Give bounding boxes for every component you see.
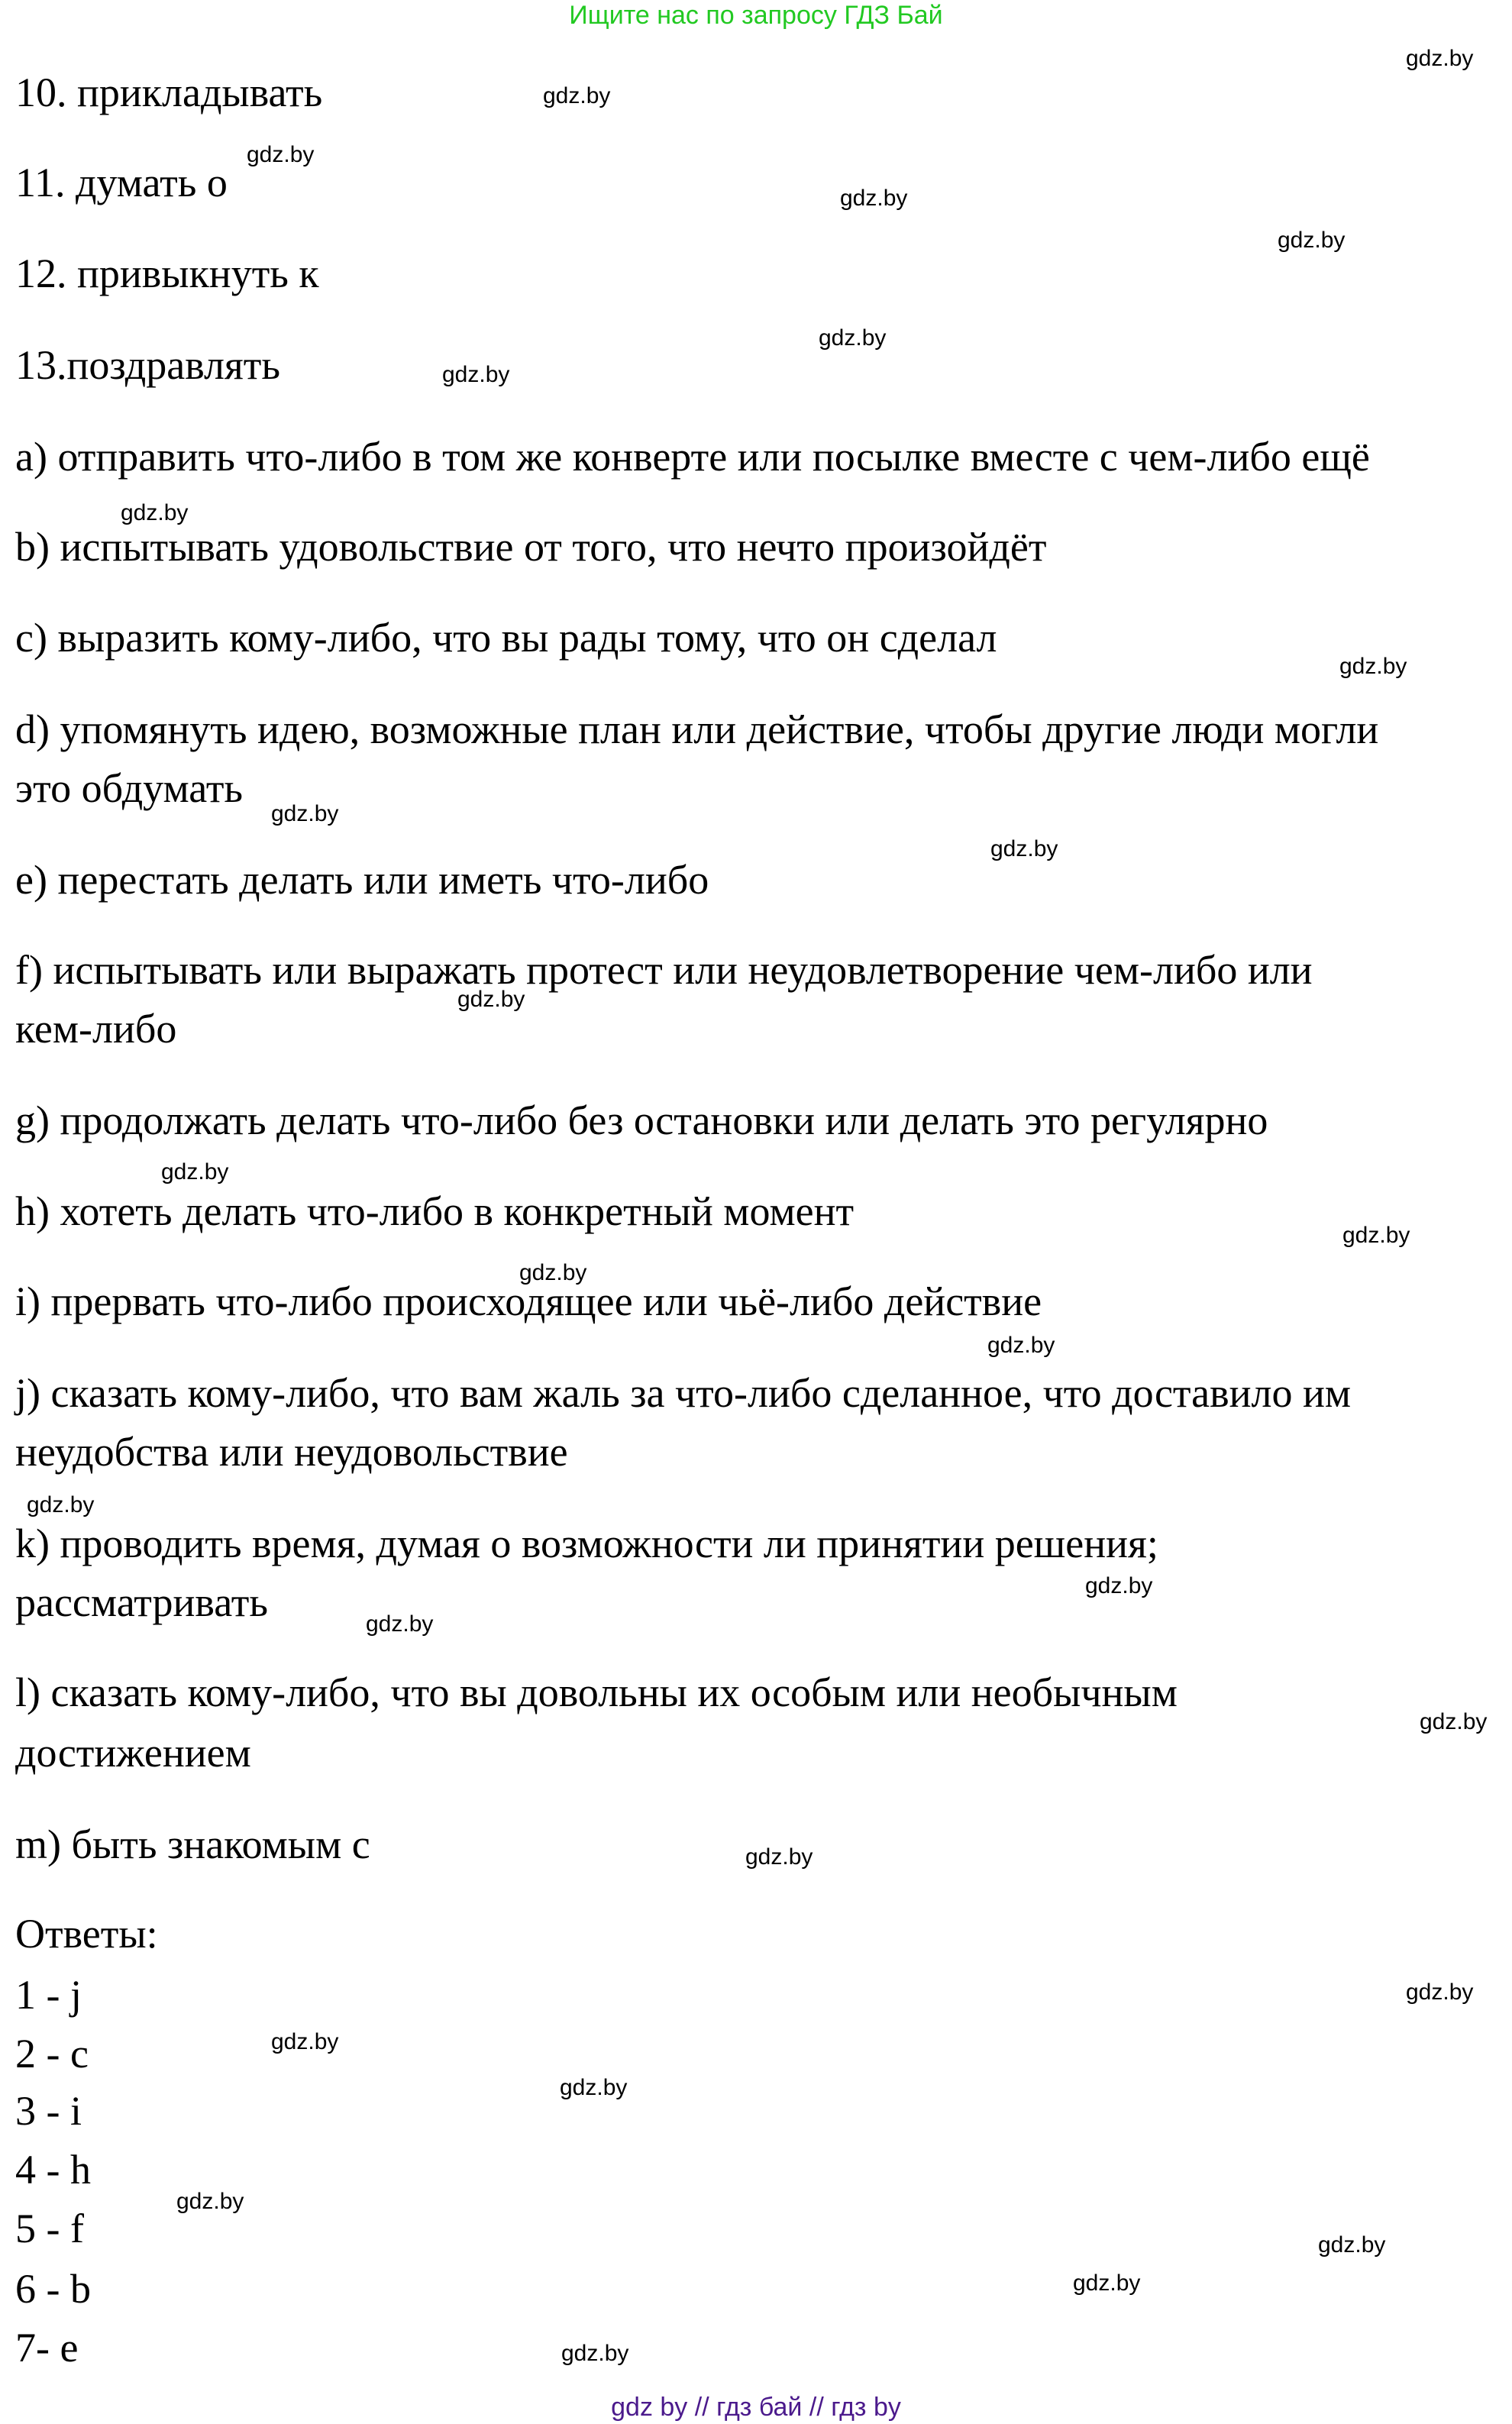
watermark: gdz.by (457, 987, 525, 1012)
watermark: gdz.by (247, 142, 315, 167)
answer-item: 4 - h (15, 2147, 91, 2193)
watermark: gdz.by (366, 1611, 434, 1637)
definition-line: i) прервать что-либо происходящее или чьё-либо действие (15, 1278, 1042, 1324)
watermark: gdz.by (121, 500, 189, 525)
answer-item: 2 - c (15, 2031, 89, 2077)
definition-line: m) быть знакомым с (15, 1821, 370, 1867)
definition-line: достижением (15, 1730, 251, 1776)
watermark: gdz.by (990, 836, 1058, 861)
definition-line: b) испытывать удовольствие от того, что нечто произойдёт (15, 524, 1047, 570)
watermark: gdz.by (1406, 46, 1474, 71)
watermark: gdz.by (1420, 1709, 1488, 1734)
watermark: gdz.by (543, 83, 611, 108)
definition-line: c) выразить кому-либо, что вы рады тому, что он сделал (15, 615, 997, 661)
answer-item: 6 - b (15, 2266, 91, 2312)
watermark: gdz.by (840, 186, 908, 211)
definition-line: это обдумать (15, 765, 244, 811)
word-item: 10. прикладывать (15, 69, 323, 115)
definition-line: e) перестать делать или иметь что-либо (15, 857, 709, 903)
definition-line: d) упомянуть идею, возможные план или действие, чтобы другие люди могли (15, 706, 1379, 752)
watermark: gdz.by (1278, 228, 1346, 253)
answer-item: 7- e (15, 2325, 79, 2371)
definition-line: h) хотеть делать что-либо в конкретный момент (15, 1188, 855, 1234)
watermark: gdz.by (519, 1260, 587, 1285)
answer-item: 5 - f (15, 2206, 84, 2251)
watermark: gdz.by (1085, 1573, 1153, 1598)
watermark: gdz.by (271, 2029, 339, 2054)
watermark: gdz.by (1073, 2270, 1141, 2296)
watermark: gdz.by (27, 1492, 95, 1517)
watermark: gdz.by (1318, 2232, 1386, 2258)
watermark: gdz.by (1339, 654, 1407, 679)
watermark: gdz.by (176, 2189, 244, 2214)
watermark: gdz.by (442, 362, 510, 387)
word-item: 13.поздравлять (15, 342, 280, 388)
definition-line: неудобства или неудовольствие (15, 1429, 568, 1475)
definition-line: g) продолжать делать что-либо без остановки или делать это регулярно (15, 1097, 1268, 1143)
watermark: gdz.by (161, 1159, 229, 1185)
watermark: gdz.by (1406, 1980, 1474, 2005)
watermark: gdz.by (271, 801, 339, 826)
watermark: gdz.by (987, 1333, 1055, 1358)
footer-links: gdz by // гдз бай // гдз by (611, 2393, 901, 2422)
answer-item: 3 - i (15, 2088, 82, 2134)
watermark: gdz.by (561, 2341, 629, 2366)
watermark: gdz.by (560, 2075, 628, 2100)
definition-line: рассматривать (15, 1579, 269, 1625)
answer-item: 1 - j (15, 1972, 82, 2018)
definition-line: k) проводить время, думая о возможности ли принятии решения; (15, 1521, 1158, 1566)
definition-line: j) сказать кому-либо, что вам жаль за что-либо сделанное, что доставило им (15, 1370, 1352, 1416)
word-item: 11. думать о (15, 160, 228, 205)
watermark: gdz.by (745, 1844, 813, 1870)
watermark: gdz.by (1342, 1223, 1410, 1248)
definition-line: l) сказать кому-либо, что вы довольны их особым или необычным (15, 1669, 1178, 1715)
word-item: 12. привыкнуть к (15, 250, 319, 296)
watermark: gdz.by (819, 325, 887, 351)
search-hint-banner: Ищите нас по запросу ГДЗ Бай (569, 1, 943, 30)
definition-line: a) отправить что-либо в том же конверте или посылке вместе с чем-либо ещё (15, 434, 1370, 480)
answers-title: Ответы: (15, 1911, 158, 1957)
definition-line: кем-либо (15, 1006, 177, 1052)
definition-line: f) испытывать или выражать протест или неудовлетворение чем-либо или (15, 947, 1313, 993)
